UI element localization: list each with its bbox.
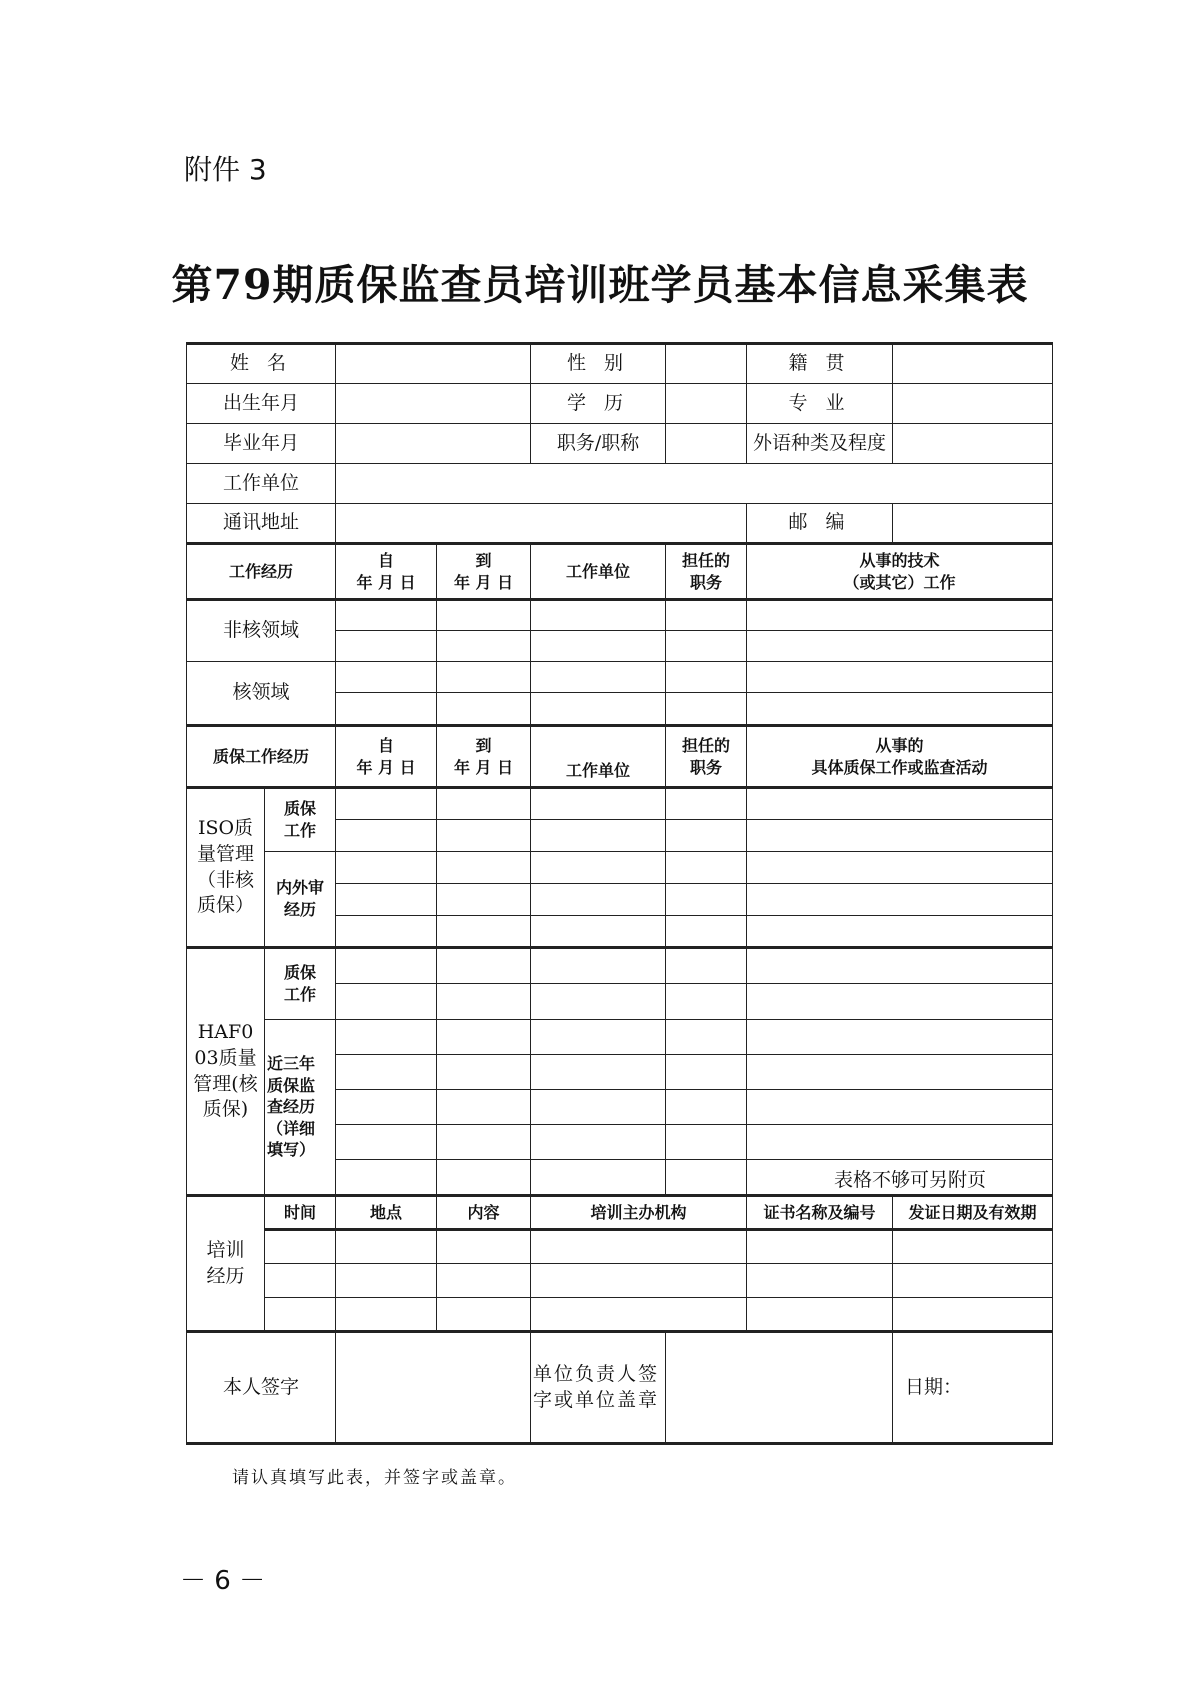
work-cell[interactable] <box>531 693 666 726</box>
training-cell[interactable] <box>531 1230 747 1264</box>
qa-from-header <box>336 726 437 788</box>
field-postcode[interactable] <box>893 504 1053 544</box>
work-cell[interactable] <box>666 693 747 726</box>
field-address[interactable] <box>336 504 747 544</box>
haf-line: HAF0 <box>197 1021 254 1044</box>
qa-cell[interactable] <box>531 916 666 948</box>
iso-line: （非核 <box>196 868 254 891</box>
qa-cell[interactable] <box>531 852 666 884</box>
haf-qa-line: 质保 <box>284 963 317 983</box>
work-tech-header <box>747 544 1053 600</box>
qa-cell[interactable] <box>666 820 747 852</box>
training-cell[interactable] <box>747 1230 893 1264</box>
work-cell[interactable] <box>747 631 1053 662</box>
work-cell[interactable] <box>666 662 747 693</box>
field-major[interactable] <box>893 384 1053 424</box>
unit-signature-line: 单位负责人签 <box>533 1362 660 1385</box>
qa-cell[interactable] <box>437 984 531 1020</box>
training-cell[interactable] <box>531 1298 747 1332</box>
work-duty-header <box>666 544 747 600</box>
qa-cell[interactable] <box>336 1125 437 1160</box>
qa-cell[interactable] <box>666 1055 747 1090</box>
haf-qa-line: 工作 <box>284 985 317 1004</box>
qa-cell[interactable] <box>437 788 531 820</box>
haf-audit-line: 查经历 <box>267 1097 316 1117</box>
haf-audit-line: 质保监 <box>267 1075 316 1095</box>
table-overflow-note: 表格不够可另附页 <box>747 1160 1053 1196</box>
field-graduation[interactable] <box>336 424 531 464</box>
training-cell[interactable] <box>265 1264 336 1298</box>
unit-signature-line: 字或单位盖章 <box>533 1388 660 1411</box>
work-duty-top: 担任的 <box>682 550 731 570</box>
work-cell[interactable] <box>747 600 1053 631</box>
qa-duty-bottom: 职务 <box>690 757 723 777</box>
qa-activity-bottom: 具体质保工作或监查活动 <box>811 757 988 777</box>
qa-cell[interactable] <box>437 884 531 916</box>
qa-cell[interactable] <box>747 884 1053 916</box>
work-cell[interactable] <box>531 631 666 662</box>
qa-from-label: 自 <box>378 735 395 755</box>
qa-cell[interactable] <box>437 1090 531 1125</box>
work-tech-top: 从事的技术 <box>859 550 940 570</box>
haf-line: 03质量 <box>194 1046 257 1069</box>
training-cell[interactable] <box>747 1298 893 1332</box>
qa-cell[interactable] <box>666 1125 747 1160</box>
field-gender[interactable] <box>666 344 747 384</box>
label-graduation: 毕业年月 <box>187 424 336 464</box>
training-cell[interactable] <box>747 1264 893 1298</box>
training-cell[interactable] <box>531 1264 747 1298</box>
info-form <box>186 342 1052 1445</box>
qa-cell[interactable] <box>747 1090 1053 1125</box>
work-to-header <box>437 544 531 600</box>
work-duty-bottom: 职务 <box>690 572 723 592</box>
qa-cell[interactable] <box>336 788 437 820</box>
work-from-header <box>336 544 437 600</box>
training-cell[interactable] <box>893 1230 1053 1264</box>
page-number: － 6 － <box>180 1566 266 1596</box>
field-education[interactable] <box>666 384 747 424</box>
qa-cell[interactable] <box>666 984 747 1020</box>
haf-qa-label <box>265 948 336 1020</box>
haf-audit-line: （详细 <box>267 1118 316 1138</box>
work-cell[interactable] <box>437 600 531 631</box>
label-postcode: 邮 编 <box>747 504 893 544</box>
work-from-ymd: 年 月 日 <box>356 572 416 592</box>
work-cell[interactable] <box>666 631 747 662</box>
label-education: 学 历 <box>531 384 666 424</box>
training-content-header: 内容 <box>437 1196 531 1230</box>
qa-cell[interactable] <box>336 1055 437 1090</box>
form-title: 第79期质保监查员培训班学员基本信息采集表 <box>171 261 1029 309</box>
training-label <box>187 1196 265 1332</box>
training-line: 培训 <box>206 1238 245 1261</box>
qa-cell[interactable] <box>666 1020 747 1055</box>
qa-cell[interactable] <box>747 1125 1053 1160</box>
qa-cell[interactable] <box>531 1125 666 1160</box>
work-cell[interactable] <box>747 693 1053 726</box>
label-nuclear: 核领域 <box>187 662 336 726</box>
footnote: 请认真填写此表，并签字或盖章。 <box>232 1468 517 1488</box>
qa-cell[interactable] <box>666 948 747 984</box>
qa-cell[interactable] <box>666 1090 747 1125</box>
label-non-nuclear: 非核领域 <box>187 600 336 662</box>
training-cell[interactable] <box>336 1230 437 1264</box>
label-birth: 出生年月 <box>187 384 336 424</box>
qa-cell[interactable] <box>747 1020 1053 1055</box>
training-cell[interactable] <box>265 1230 336 1264</box>
qa-cell[interactable] <box>437 1125 531 1160</box>
iso-qa-label <box>265 788 336 852</box>
iso-audit-line: 经历 <box>284 900 317 919</box>
training-place-header: 地点 <box>336 1196 437 1230</box>
haf-line: 质保) <box>202 1098 249 1121</box>
iso-qa-line: 质保 <box>284 799 317 819</box>
qa-cell[interactable] <box>531 884 666 916</box>
work-cell[interactable] <box>437 631 531 662</box>
haf-line: 管理(核 <box>193 1072 258 1095</box>
qa-cell[interactable] <box>336 1160 437 1196</box>
iso-line: 质保） <box>196 894 254 917</box>
qa-cell[interactable] <box>666 1160 747 1196</box>
qa-cell[interactable] <box>336 820 437 852</box>
work-cell[interactable] <box>336 600 437 631</box>
label-name: 姓 名 <box>187 344 336 384</box>
field-unit-signature[interactable] <box>666 1332 893 1444</box>
info-form-table <box>186 342 1053 1445</box>
qa-cell[interactable] <box>437 852 531 884</box>
qa-duty-top: 担任的 <box>682 735 731 755</box>
qa-cell[interactable] <box>336 1090 437 1125</box>
qa-cell[interactable] <box>666 788 747 820</box>
iso-qa-line: 工作 <box>284 821 317 840</box>
qa-cell[interactable] <box>531 1055 666 1090</box>
work-cell[interactable] <box>437 693 531 726</box>
haf-audit-line: 近三年 <box>267 1054 316 1074</box>
qa-title: 质保工作经历 <box>187 726 336 788</box>
field-employer[interactable] <box>336 464 1053 504</box>
iso-line: ISO质 <box>197 817 254 840</box>
qa-from-ymd: 年 月 日 <box>356 757 416 777</box>
work-title: 工作经历 <box>187 544 336 600</box>
qa-cell[interactable] <box>437 1020 531 1055</box>
qa-cell[interactable] <box>437 948 531 984</box>
qa-cell[interactable] <box>747 1055 1053 1090</box>
iso-audit-line: 内外审 <box>276 878 325 898</box>
qa-cell[interactable] <box>336 948 437 984</box>
iso-line: 量管理 <box>196 842 254 865</box>
field-foreign-language[interactable] <box>893 424 1053 464</box>
training-cell[interactable] <box>437 1230 531 1264</box>
label-gender: 性 别 <box>531 344 666 384</box>
training-cell[interactable] <box>336 1264 437 1298</box>
qa-cell[interactable] <box>336 852 437 884</box>
work-cell[interactable] <box>336 631 437 662</box>
qa-cell[interactable] <box>531 1090 666 1125</box>
qa-cell[interactable] <box>336 884 437 916</box>
qa-cell[interactable] <box>747 984 1053 1020</box>
label-date[interactable]: 日期： <box>893 1332 1053 1444</box>
qa-to-label: 到 <box>475 735 492 755</box>
training-cell[interactable] <box>336 1298 437 1332</box>
qa-activity-top: 从事的 <box>875 735 924 755</box>
qa-cell[interactable] <box>531 948 666 984</box>
qa-cell[interactable] <box>747 916 1053 948</box>
qa-cell[interactable] <box>747 788 1053 820</box>
qa-cell[interactable] <box>747 852 1053 884</box>
field-native-place[interactable] <box>893 344 1053 384</box>
training-line: 经历 <box>206 1264 245 1287</box>
qa-cell[interactable] <box>747 820 1053 852</box>
qa-unit-header: 工作单位 <box>531 726 666 788</box>
qa-cell[interactable] <box>531 984 666 1020</box>
haf-audit-label <box>265 1020 336 1196</box>
field-birth[interactable] <box>336 384 531 424</box>
qa-cell[interactable] <box>531 788 666 820</box>
label-self-signature: 本人签字 <box>187 1332 336 1444</box>
training-issue-date-header: 发证日期及有效期 <box>893 1196 1053 1230</box>
qa-cell[interactable] <box>666 916 747 948</box>
work-cell[interactable] <box>531 662 666 693</box>
training-cell[interactable] <box>893 1298 1053 1332</box>
label-address: 通讯地址 <box>187 504 336 544</box>
training-cell[interactable] <box>437 1264 531 1298</box>
qa-cell[interactable] <box>437 820 531 852</box>
label-position-title: 职务/职称 <box>531 424 666 464</box>
work-unit-header: 工作单位 <box>531 544 666 600</box>
label-foreign-language: 外语种类及程度 <box>747 424 893 464</box>
qa-cell[interactable] <box>747 948 1053 984</box>
label-native-place: 籍 贯 <box>747 344 893 384</box>
qa-activity-header <box>747 726 1053 788</box>
label-employer: 工作单位 <box>187 464 336 504</box>
qa-cell[interactable] <box>437 1160 531 1196</box>
qa-duty-header <box>666 726 747 788</box>
qa-cell[interactable] <box>336 984 437 1020</box>
qa-cell[interactable] <box>437 1055 531 1090</box>
work-cell[interactable] <box>747 662 1053 693</box>
qa-cell[interactable] <box>666 852 747 884</box>
qa-to-ymd: 年 月 日 <box>453 757 514 777</box>
work-cell[interactable] <box>336 662 437 693</box>
field-position-title[interactable] <box>666 424 747 464</box>
training-cell[interactable] <box>265 1298 336 1332</box>
iso-section-label <box>187 788 265 948</box>
haf-section-label <box>187 948 265 1196</box>
work-from-label: 自 <box>378 550 395 570</box>
training-cell[interactable] <box>893 1264 1053 1298</box>
attachment-label: 附件 3 <box>184 153 267 186</box>
qa-cell[interactable] <box>437 916 531 948</box>
work-cell[interactable] <box>531 600 666 631</box>
training-certificate-header: 证书名称及编号 <box>747 1196 893 1230</box>
training-organizer-header: 培训主办机构 <box>531 1196 747 1230</box>
qa-cell[interactable] <box>531 820 666 852</box>
qa-cell[interactable] <box>531 1160 666 1196</box>
label-major: 专 业 <box>747 384 893 424</box>
field-name[interactable] <box>336 344 531 384</box>
qa-cell[interactable] <box>531 1020 666 1055</box>
qa-cell[interactable] <box>666 884 747 916</box>
work-cell[interactable] <box>336 693 437 726</box>
label-unit-signature <box>531 1332 666 1444</box>
qa-cell[interactable] <box>336 916 437 948</box>
work-cell[interactable] <box>437 662 531 693</box>
work-to-ymd: 年 月 日 <box>453 572 514 592</box>
field-self-signature[interactable] <box>336 1332 531 1444</box>
haf-audit-line: 填写） <box>267 1140 316 1160</box>
qa-to-header <box>437 726 531 788</box>
work-to-label: 到 <box>475 550 492 570</box>
training-time-header: 时间 <box>265 1196 336 1230</box>
qa-cell[interactable] <box>336 1020 437 1055</box>
work-tech-bottom: （或其它）工作 <box>843 572 956 592</box>
work-cell[interactable] <box>666 600 747 631</box>
training-cell[interactable] <box>437 1298 531 1332</box>
iso-audit-label <box>265 852 336 948</box>
